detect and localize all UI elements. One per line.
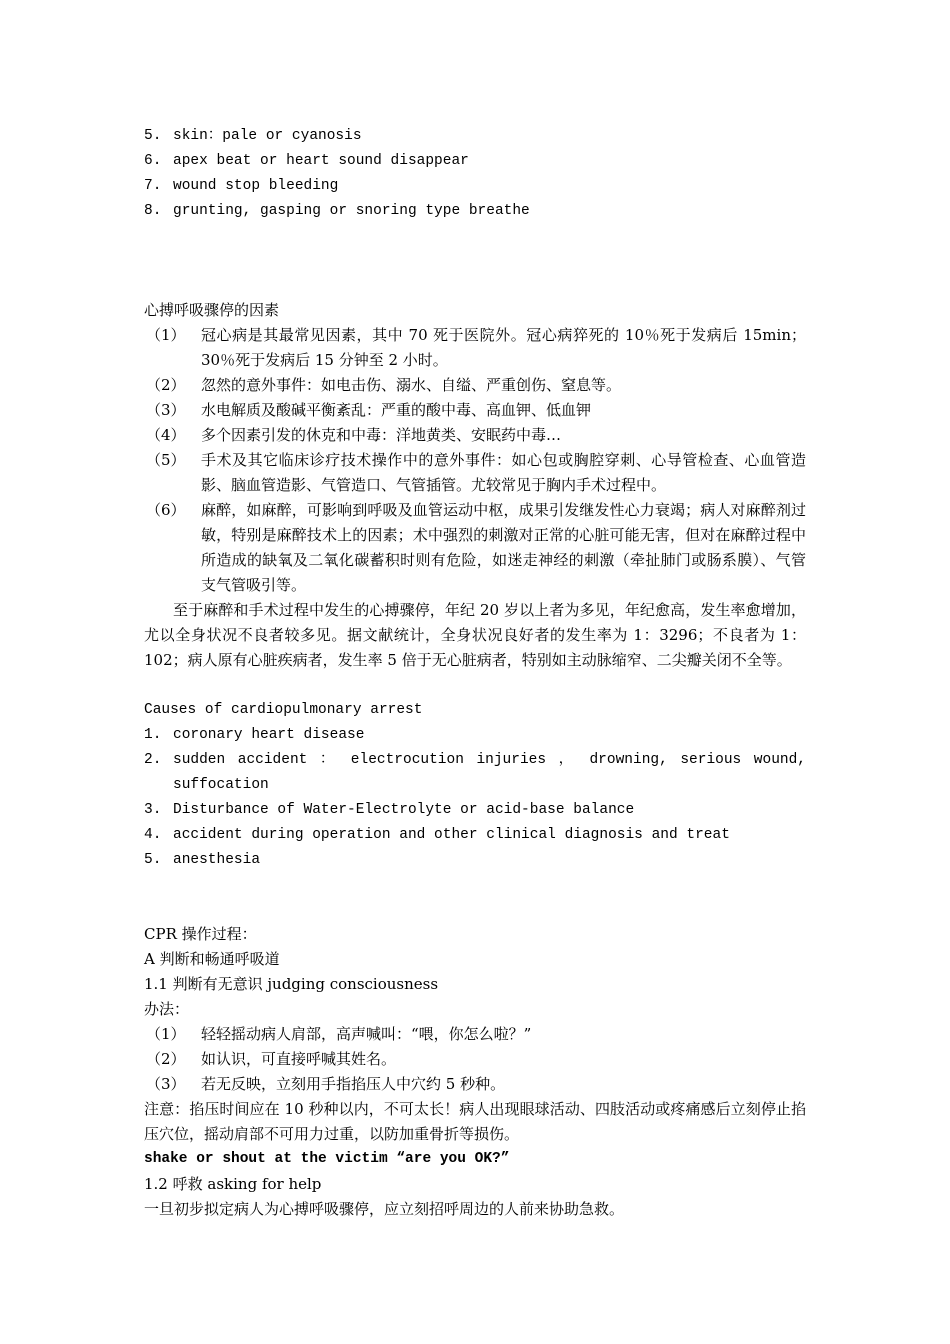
list-number: 4.: [144, 827, 162, 843]
list-item: [0, 149, 950, 174]
factor-text: 水电解质及酸碱平衡紊乱：严重的酸中毒、高血钾、低血钾: [201, 401, 592, 419]
step-item: [0, 1022, 950, 1047]
list-number: 8.: [144, 203, 162, 219]
factor-item: [0, 448, 950, 498]
method-label: 办法：: [144, 1000, 190, 1018]
list-number: 3.: [144, 802, 162, 818]
list-item: [0, 823, 950, 848]
list-number: 7.: [144, 178, 162, 194]
list-item: [0, 124, 950, 149]
factor-number: （4）: [146, 426, 186, 444]
list-text: grunting, gasping or snoring type breathe: [173, 203, 530, 219]
list-text: anesthesia: [173, 852, 261, 868]
list-text: accident during operation and other clinical diagnosis and treat: [173, 827, 730, 843]
factor-item: [0, 423, 950, 448]
step-number: （1）: [146, 1025, 186, 1043]
list-text: wound stop bleeding: [173, 178, 339, 194]
factor-item: [0, 373, 950, 398]
list-item: [0, 174, 950, 199]
step-text: 如认识，可直接呼喊其姓名。: [201, 1050, 397, 1068]
factor-text: 手术及其它临床诊疗技术操作中的意外事件：如心包或胸腔穿刺、心导管检查、心血管造影、脑血管造影、气管造口、气管插管。尤较常见于胸内手术过程中。: [201, 451, 806, 494]
factor-text: 麻醉，如麻醉，可影响到呼吸及血管运动中枢，成果引发继发性心力衰竭；病人对麻醉剂过敏，特别是麻醉技术上的因素；术中强烈的刺激对正常的心脏可能无害，但对在麻醉过程中所造成的缺氧及二氧化碳蓄积时则有危险，如迷走神经的刺激（牵扯肺门或肠系膜）、气管支气管吸引等。: [201, 501, 806, 594]
factor-number: （1）: [146, 326, 186, 344]
step-number: （3）: [146, 1075, 186, 1093]
list-text: apex beat or heart sound disappear: [173, 153, 469, 169]
factor-number: （2）: [146, 376, 186, 394]
shout-line: shake or shout at the victim “are you OK?”: [144, 1151, 510, 1167]
list-number: 1.: [144, 727, 162, 743]
factor-item: [0, 398, 950, 423]
list-text: sudden accident ： electrocution injuries ， drowning, serious wound, suffocation: [173, 752, 806, 793]
section-a-heading: A 判断和畅通呼吸道: [144, 950, 280, 968]
subsection-1-1: 1.1 判断有无意识 judging consciousness: [144, 975, 439, 993]
list-item: [0, 199, 950, 224]
list-item: [0, 848, 950, 873]
factor-item: [0, 498, 950, 598]
cpr-heading: CPR 操作过程：: [144, 925, 257, 943]
causes-heading: Causes of cardiopulmonary arrest: [144, 702, 423, 718]
factors-paragraph: 至于麻醉和手术过程中发生的心搏骤停，年纪 20 岁以上者为多见，年纪愈高，发生率愈增加，尤以全身状况不良者较多见。据文献统计，全身状况良好者的发生率为 1：3296；不良者为 1：102；病人原有心脏疾病者，发生率 5 倍于无心脏病者，特别如主动脉缩窄、二尖瓣关闭不全等。: [144, 601, 806, 669]
list-text: Disturbance of Water-Electrolyte or acid-base balance: [173, 802, 635, 818]
step-item: [0, 1072, 950, 1097]
factor-number: （5）: [146, 451, 186, 469]
list-number: 5.: [144, 128, 162, 144]
factor-text: 冠心病是其最常见因素，其中 70 死于医院外。冠心病猝死的 10％死于发病后 15min；30％死于发病后 15 分钟至 2 小时。: [201, 326, 806, 369]
note-paragraph: 注意：掐压时间应在 10 秒种以内，不可太长！病人出现眼球活动、四肢活动或疼痛感后立刻停止掐压穴位，摇动肩部不可用力过重，以防加重骨折等损伤。: [144, 1100, 806, 1143]
step-text: 若无反映，立刻用手指掐压人中穴约 5 秒种。: [201, 1075, 506, 1093]
factor-number: （3）: [146, 401, 186, 419]
step-text: 轻轻摇动病人肩部，高声喊叫：“喂，你怎么啦？”: [201, 1025, 532, 1043]
factor-text: 忽然的意外事件：如电击伤、溺水、自缢、严重创伤、窒息等。: [201, 376, 622, 394]
list-item: [0, 723, 950, 748]
factor-text: 多个因素引发的休克和中毒：洋地黄类、安眠药中毒…: [201, 426, 562, 444]
list-number: 2.: [144, 752, 162, 768]
list-item: [0, 798, 950, 823]
subsection-1-2: 1.2 呼救 asking for help: [144, 1175, 322, 1193]
list-item: [0, 748, 950, 798]
last-line: 一旦初步拟定病人为心搏呼吸骤停，应立刻招呼周边的人前来协助急救。: [144, 1200, 625, 1218]
step-item: [0, 1047, 950, 1072]
factor-item: [0, 323, 950, 373]
step-number: （2）: [146, 1050, 186, 1068]
factors-heading: 心搏呼吸骤停的因素: [144, 301, 280, 319]
list-number: 5.: [144, 852, 162, 868]
factor-number: （6）: [146, 501, 186, 519]
list-number: 6.: [144, 153, 162, 169]
list-text: coronary heart disease: [173, 727, 365, 743]
list-text: skin：pale or cyanosis: [173, 128, 362, 144]
